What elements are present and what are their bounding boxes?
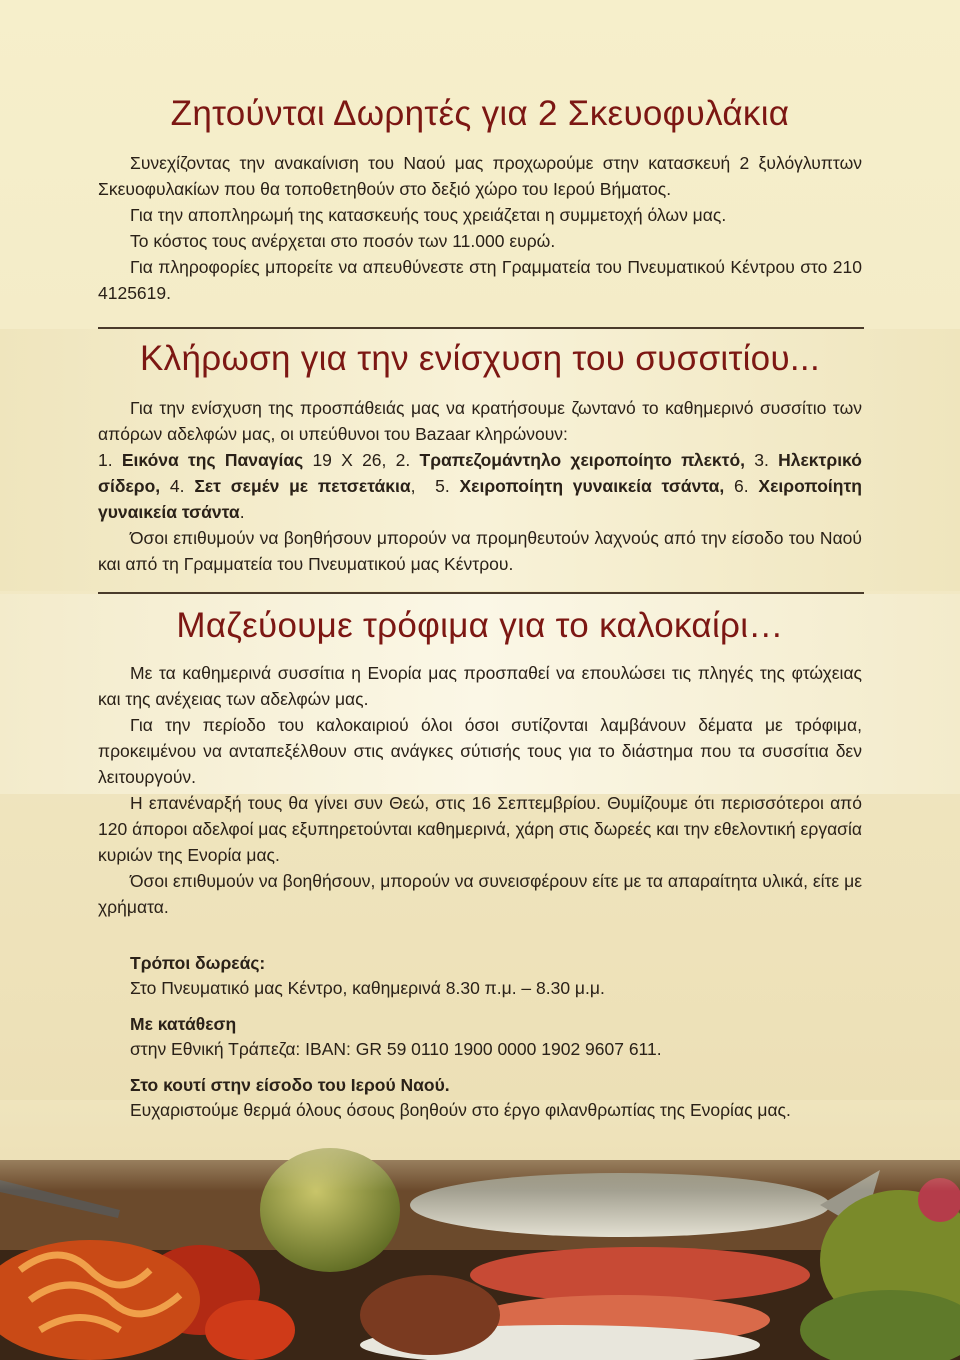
section-raffle bbox=[0, 329, 960, 591]
prize-3: Ηλεκτρικό σίδερο, bbox=[98, 450, 862, 496]
donation-way-label: Τρόποι δωρεάς: bbox=[130, 953, 266, 973]
donation-way bbox=[130, 951, 870, 1001]
donation-way-label: Στο κουτί στην είσοδο του Ιερού Ναού. bbox=[130, 1075, 450, 1095]
section-raffle-body bbox=[98, 395, 862, 577]
prize-1-size: 19 Χ 26, bbox=[312, 450, 387, 470]
prize-1: Εικόνα της Παναγίας bbox=[121, 450, 304, 470]
donation-way-text: στην Εθνική Τράπεζα: IBAN: GR 59 0110 1900 0000 1902 9607 611. bbox=[130, 1039, 662, 1059]
prize-2: Τραπεζομάντηλο χειροποίητο πλεκτό, bbox=[419, 450, 746, 470]
prize-separator: , bbox=[410, 476, 416, 496]
prize-number: 3. bbox=[754, 450, 769, 470]
prize-5: Χειροποίητη γυναικεία τσάντα, bbox=[459, 476, 725, 496]
top-fade bbox=[0, 1100, 960, 1360]
paragraph: Για την περίοδο του καλοκαιριού όλοι όσοι συτίζονται λαμβάνουν δέματα με τρόφιμα, προκειμένου να ανταπεξέλθουν στις ανάγκες σύτισής τους για το διάστημα που τα συσσίτια δεν λειτουργούν. bbox=[98, 715, 862, 787]
prize-number: 1. bbox=[98, 450, 113, 470]
donation-way bbox=[130, 1073, 870, 1123]
paragraph: Η επανέναρξή τους θα γίνει συν Θεώ, στις 16 Σεπτεμβρίου. Θυμίζουμε ότι περισσότεροι από 120 άποροι αδελφοί μας εξυπηρετούνται καθημερινά, χάρη στις δωρεές και την εθελοντική εργασία κυριών της Ενορία μας. bbox=[98, 793, 862, 865]
paragraph: Για την αποπληρωμή της κατασκευής τους χρειάζεται η συμμετοχή όλων μας. bbox=[130, 205, 727, 225]
prize-4: Σετ σεμέν με πετσετάκια bbox=[194, 476, 411, 496]
raffle-intro: Για την ενίσχυση της προσπάθειάς μας να κρατήσουμε ζωντανό το καθημερινό συσσίτιο των απόρων αδελφών μας, οι υπεύθυνοι του Bazaar κληρώνουν: bbox=[98, 398, 862, 444]
prize-end: . bbox=[239, 502, 245, 522]
paragraph: Με τα καθημερινά συσσίτια η Ενορία μας προσπαθεί να επουλώσει τις πληγές της φτώχειας και της ανέχειας των αδελφών μας. bbox=[98, 663, 862, 709]
paragraph: Όσοι επιθυμούν να βοηθήσουν, μπορούν να συνεισφέρουν είτε με τα απαραίτητα υλικά, είτε με χρήματα. bbox=[98, 871, 862, 917]
prize-number: 5. bbox=[435, 476, 450, 496]
raffle-prizes bbox=[98, 447, 862, 525]
paragraph: Συνεχίζοντας την ανακαίνιση του Ναού μας προχωρούμε στην κατασκευή 2 ξυλόγλυπτων Σκευοφυλακίων που θα τοποθετηθούν στο δεξιό χώρο του Ιερού Βήματος. bbox=[98, 153, 862, 199]
prize-number: 2. bbox=[395, 450, 411, 470]
raffle-closing: Όσοι επιθυμούν να βοηθήσουν μπορούν να προμηθευτούν λαχνούς από την είσοδο του Ναού και από τη Γραμματεία του Πνευματικού μας Κέντρου. bbox=[98, 528, 862, 574]
section-donors-title: Ζητούνται Δωρητές για 2 Σκευοφυλάκια bbox=[170, 94, 790, 133]
donation-way-label: Με κατάθεση bbox=[130, 1014, 237, 1034]
paragraph: Το κόστος τους ανέρχεται στο ποσόν των 11.000 ευρώ. bbox=[130, 231, 556, 251]
food-illustration bbox=[0, 1100, 960, 1360]
section-food-title: Μαζεύουμε τρόφιμα για το καλοκαίρι… bbox=[176, 606, 784, 645]
donation-ways bbox=[130, 951, 870, 1134]
prize-number: 6. bbox=[734, 476, 749, 496]
donation-way-text: Στο Πνευματικό μας Κέντρο, καθημερινά 8.30 π.μ. – 8.30 μ.μ. bbox=[130, 978, 605, 998]
prize-number: 4. bbox=[169, 476, 185, 496]
section-donors-body bbox=[98, 150, 862, 306]
donation-way-text: Ευχαριστούμε θερμά όλους όσους βοηθούν στο έργο φιλανθρωπίας της Ενορίας μας. bbox=[130, 1100, 791, 1120]
paragraph: Για πληροφορίες μπορείτε να απευθύνεστε στη Γραμματεία του Πνευματικού Κέντρου στο 210 4125619. bbox=[98, 257, 862, 303]
prize-6: Χειροποίητη γυναικεία τσάντα bbox=[98, 476, 862, 522]
section-donors bbox=[0, 0, 960, 328]
donation-way bbox=[130, 1012, 870, 1062]
section-food-body bbox=[98, 660, 862, 920]
section-raffle-title: Κλήρωση για την ενίσχυση του συσσιτίου... bbox=[140, 339, 820, 378]
